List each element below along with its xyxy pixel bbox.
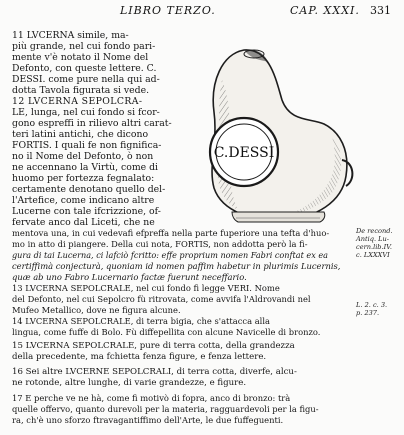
text-line: mo in atto di piangere. Della cui nota, FORTIS, non addotta però la fi- xyxy=(12,239,308,249)
text-line: del Defonto, nel cui Sepolcro fù ritrovata, come avvifa l'Aldrovandi nel xyxy=(12,294,311,304)
text-line: ra, ch'è uno sforzo ftravagantiffimo dell'Arte, le due fuffeguenti. xyxy=(12,415,284,425)
text-line: Lucerne con tale ifcrizzione, of- xyxy=(12,206,161,217)
text-line: LE, lunga, nel cui fondo si fcor- xyxy=(12,107,160,118)
text-line: lingua, come fuffe di Bolo. Fù diffepellita con alcune Navicelle di bronzo. xyxy=(12,327,321,337)
text-line: della precedente, ma fchietta fenza figure, e fenza lettere. xyxy=(12,352,267,362)
text-line: teri latini antichi, che dicono xyxy=(12,129,149,140)
text-line: gono espreffi in rilievo altri carat- xyxy=(12,118,172,129)
text-line: mentova una, in cui vedevafi efpreffa nella parte fuperiore una tefta d'huo- xyxy=(12,228,330,238)
stamp-text: C.DESSI xyxy=(213,145,275,161)
text-line: 15 LVCERNA SEPOLCRALE, pure di terra cotta, della grandezza xyxy=(12,341,295,351)
text-line: Mufeo Metallico, dove ne figura alcune. xyxy=(12,305,181,315)
text-line: 13 LVCERNA SEPOLCRALE, nel cui fondo fi legge VERI. Nome xyxy=(12,283,280,293)
page-number: 331 xyxy=(370,4,391,17)
running-head-chapter: CAP. XXXI. xyxy=(290,4,360,17)
text-line: quæ ab uno Fabro Lucernario factæ fuerunt neceffario. xyxy=(12,272,247,282)
text-line: fervate anco dal Liceti, che ne xyxy=(12,217,155,228)
text-line: dotta Tavola figurata si vede. xyxy=(12,85,150,96)
margin-note: De recond. xyxy=(356,227,393,235)
text-line: certiffimà conjecturà, quoniam id nomen paffim habetur in plurimis Lucernis, xyxy=(12,261,341,271)
text-line: FORTIS. I quali fe non fignifica- xyxy=(12,140,162,151)
text-line: huomo per fortezza fegnalato: xyxy=(12,173,155,184)
running-head-title: LIBRO TERZO. xyxy=(120,4,216,17)
text-line: ne accennano la Virtù, come di xyxy=(12,162,159,173)
text-line: certamente denotano quello del- xyxy=(12,184,166,195)
text-line: ne rotonde, altre lunghe, di varie grandezze, e figure. xyxy=(12,378,247,388)
text-line: 12 LVCERNA SEPOLCRA- xyxy=(12,96,143,107)
text-line: DESSI. come pure nella qui ad- xyxy=(12,74,160,85)
text-line: l'Artefice, come indicano altre xyxy=(12,195,155,206)
lamp-stamp xyxy=(210,118,278,186)
margin-note: Antiq. Lu- xyxy=(356,235,390,243)
text-line: 17 E perche ve ne hà, come fi motivò di fopra, anco di bronzo: trà xyxy=(12,393,291,403)
text-line: mente v'è notato il Nome del xyxy=(12,52,149,63)
text-line: gura di tai Lucerna, ci lafciò fcritto: effe proprium nomen Fabri conftat ex ea xyxy=(12,250,328,260)
margin-note: L. 2. c. 3. xyxy=(356,301,388,309)
margin-note: c. LXXXVI xyxy=(356,251,390,259)
text-line: 14 LVCERNA SEPOLCRALE, di terra bigia, che s'attacca alla xyxy=(12,316,270,326)
lamp-illustration xyxy=(192,40,356,225)
text-line: 16 Sei altre LVCERNE SEPOLCRALI, di terra cotta, diverfe, alcu- xyxy=(12,367,297,377)
margin-note: p. 237. xyxy=(356,309,380,317)
text-line: 11 LVCERNA simile, ma- xyxy=(12,30,129,41)
margin-note: cern.lib.IV. xyxy=(356,243,392,251)
text-line: no il Nome del Defonto, ò non xyxy=(12,151,154,162)
text-line: più grande, nel cui fondo pari- xyxy=(12,41,156,52)
text-line: Defonto, con queste lettere. C. xyxy=(12,63,157,74)
text-line: quelle offervo, quanto durevoli per la materia, ragguardevoli per la figu- xyxy=(12,404,319,414)
